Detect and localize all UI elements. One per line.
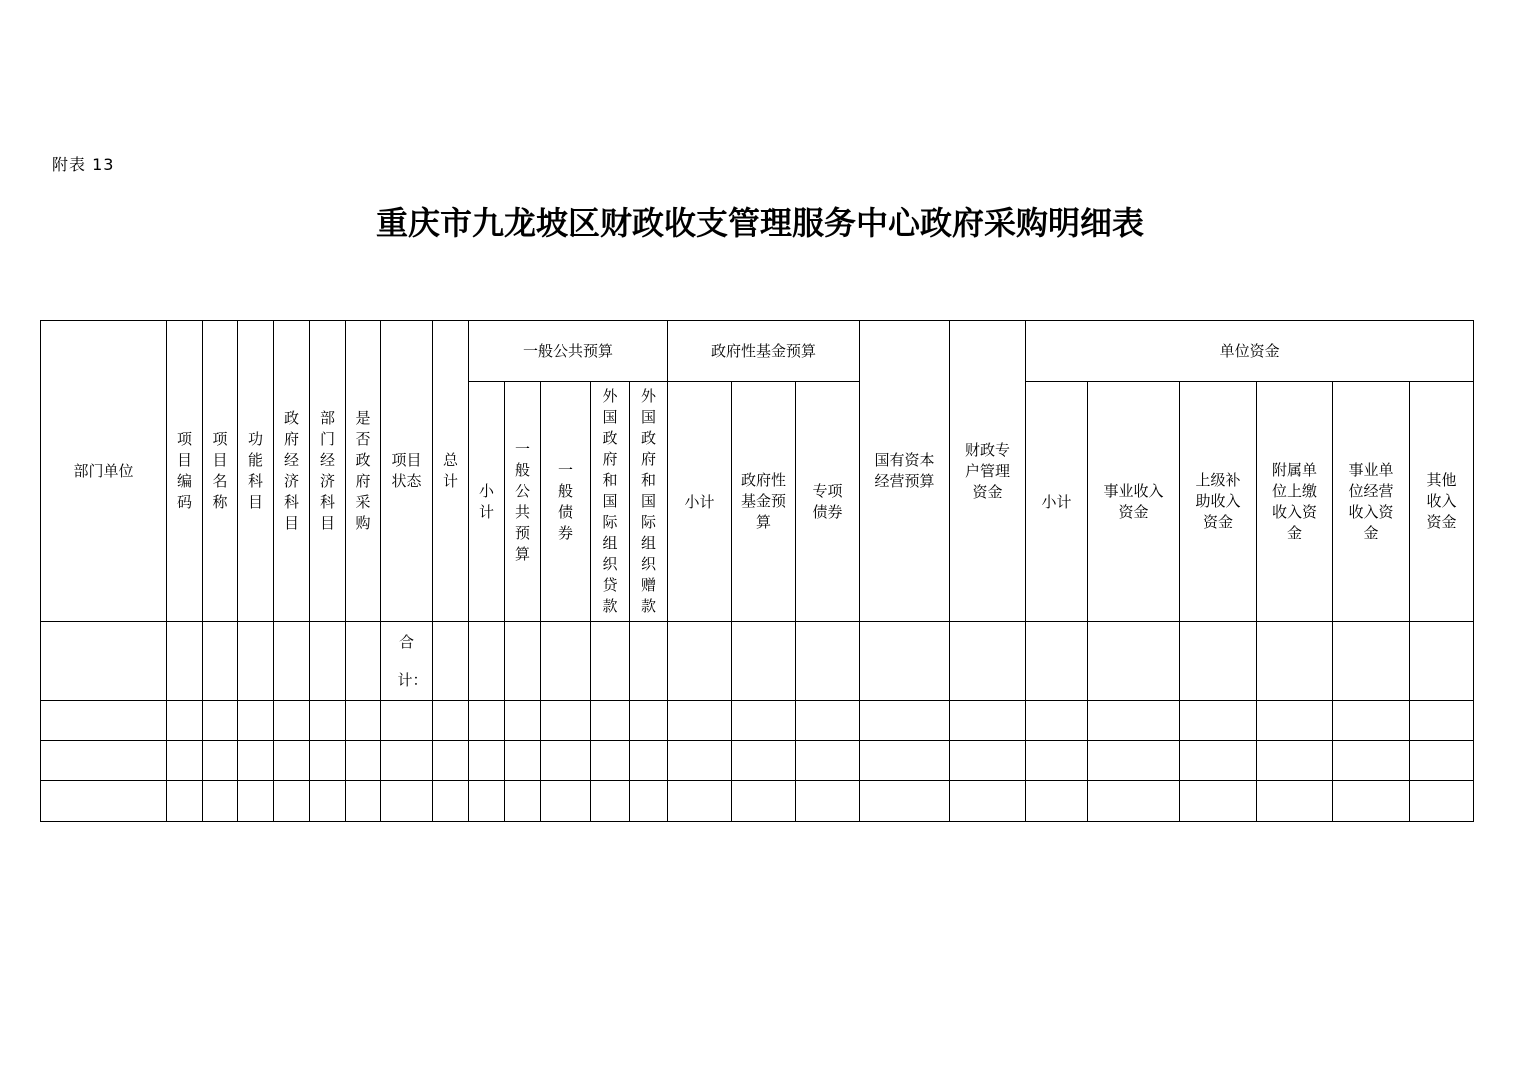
header-gov-econ-subject: 政府经济科目 (274, 321, 310, 622)
table-cell (274, 622, 310, 701)
table-cell (346, 622, 381, 701)
table-cell (203, 622, 238, 701)
table-cell (1026, 622, 1088, 701)
table-cell (433, 622, 469, 701)
header-project-status: 项目状态 (381, 321, 433, 622)
header-state-capital-budget: 国有资本经营预算 (860, 321, 950, 622)
table-cell (310, 622, 346, 701)
header-dept-unit: 部门单位 (41, 321, 167, 622)
header-unit-funds: 单位资金 (1026, 321, 1474, 382)
table-cell (796, 622, 860, 701)
table-cell (1088, 622, 1180, 701)
table-cell (1257, 622, 1333, 701)
header-gfb-gov-fund-budget: 政府性基金预算 (732, 382, 796, 622)
header-uf-subtotal: 小计 (1026, 382, 1088, 622)
table-cell (469, 622, 505, 701)
header-gpb-subtotal: 小计 (469, 382, 505, 622)
header-fiscal-special-account: 财政专户管理资金 (950, 321, 1026, 622)
table-cell (668, 622, 732, 701)
header-row-1 (41, 321, 1474, 382)
header-general-public-budget: 一般公共预算 (469, 321, 668, 382)
table-cell (860, 622, 950, 701)
header-project-name: 项目名称 (203, 321, 238, 622)
header-project-code: 项目编码 (167, 321, 203, 622)
table-cell (1333, 622, 1410, 701)
header-dept-econ-subject: 部门经济科目 (310, 321, 346, 622)
header-gpb-foreign-loans: 外国政府和国际组织贷款 (591, 382, 630, 622)
table-cell (950, 622, 1026, 701)
header-total: 总计 (433, 321, 469, 622)
table-cell (732, 622, 796, 701)
table-cell (505, 622, 541, 701)
header-uf-affiliated-payment: 附属单位上缴收入资金 (1257, 382, 1333, 622)
header-gpb-general-public-budget: 一般公共预算 (505, 382, 541, 622)
table-cell (591, 622, 630, 701)
table-row (41, 781, 1474, 822)
header-uf-business-income: 事业收入资金 (1088, 382, 1180, 622)
table-cell (41, 622, 167, 701)
table-row-total (41, 622, 1474, 701)
table-row (41, 741, 1474, 781)
table-cell (238, 622, 274, 701)
header-gov-fund-budget: 政府性基金预算 (668, 321, 860, 382)
table-row (41, 701, 1474, 741)
document-title: 重庆市九龙坡区财政收支管理服务中心政府采购明细表 (375, 204, 1144, 242)
header-gpb-foreign-grants: 外国政府和国际组织赠款 (630, 382, 668, 622)
table-cell (1410, 622, 1474, 701)
table-cell (1180, 622, 1257, 701)
table-cell (541, 622, 591, 701)
header-uf-business-operation: 事业单位经营收入资金 (1333, 382, 1410, 622)
header-is-gov-procurement: 是否政府采购 (346, 321, 381, 622)
total-row-label: 合计： (381, 622, 433, 701)
header-uf-other-income: 其他收入资金 (1410, 382, 1474, 622)
table-cell (167, 622, 203, 701)
table-cell (630, 622, 668, 701)
header-functional-subject: 功能科目 (238, 321, 274, 622)
procurement-table (40, 320, 1474, 822)
header-gfb-special-bonds: 专项债券 (796, 382, 860, 622)
header-uf-superior-subsidy: 上级补助收入资金 (1180, 382, 1257, 622)
annex-label: 附表 13 (52, 155, 115, 174)
header-gfb-subtotal: 小计 (668, 382, 732, 622)
header-gpb-general-bonds: 一般债券 (541, 382, 591, 622)
